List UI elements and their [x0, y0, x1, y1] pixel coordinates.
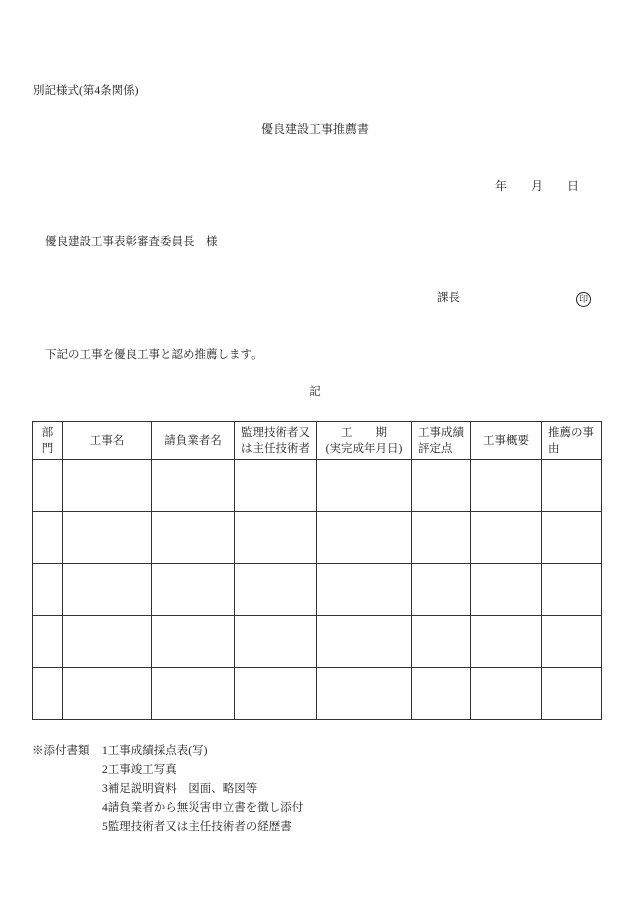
summary-cell	[471, 512, 542, 564]
department-cell	[33, 668, 63, 720]
contractor-cell	[152, 668, 235, 720]
engineer-cell	[235, 564, 317, 616]
score-cell	[412, 564, 471, 616]
document-title: 優良建設工事推薦書	[260, 122, 369, 136]
summary-cell	[471, 564, 542, 616]
sender-title: 課長	[437, 292, 460, 304]
date-year-label: 年	[495, 179, 508, 193]
table-row	[33, 668, 602, 720]
attachment-item: 3補足説明資料 図面、略図等	[102, 783, 258, 795]
attachment-item: 4請負業者から無災害申立書を徴し添付	[102, 802, 304, 814]
period-cell	[317, 512, 412, 564]
period-cell	[317, 460, 412, 512]
attachment-item: 2工事竣工写真	[102, 764, 177, 776]
reason-cell	[542, 512, 602, 564]
project-name-cell	[63, 616, 152, 668]
reason-cell	[542, 616, 602, 668]
header-engineer: 監理技術者又 は主任技術者	[235, 422, 317, 460]
score-cell	[412, 668, 471, 720]
project-name-cell	[63, 564, 152, 616]
date-day-label: 日	[567, 179, 580, 193]
contractor-cell	[152, 512, 235, 564]
addressee: 優良建設工事表彰審査委員長 様	[45, 236, 218, 248]
department-cell	[33, 512, 63, 564]
department-cell	[33, 460, 63, 512]
reason-cell	[542, 460, 602, 512]
project-name-cell	[63, 512, 152, 564]
reason-cell	[542, 564, 602, 616]
header-period: 工 期 (実完成年月日)	[317, 422, 412, 460]
engineer-cell	[235, 616, 317, 668]
attachment-item: 5監理技術者又は主任技術者の経歴書	[102, 821, 292, 833]
header-contractor: 請負業者名	[152, 422, 235, 460]
department-cell	[33, 564, 63, 616]
recommendation-table	[32, 421, 602, 720]
period-cell	[317, 668, 412, 720]
attachment-item: 1工事成績採点表(写)	[102, 745, 208, 757]
header-project-name: 工事名	[63, 422, 152, 460]
recommendation-statement: 下記の工事を優良工事と認め推薦します。	[45, 349, 263, 361]
header-score: 工事成績 評定点	[412, 422, 471, 460]
summary-cell	[471, 460, 542, 512]
table-row	[33, 512, 602, 564]
engineer-cell	[235, 460, 317, 512]
table-header-row	[33, 422, 602, 460]
period-cell	[317, 564, 412, 616]
department-cell	[33, 616, 63, 668]
seal-mark: 印	[576, 292, 591, 307]
contractor-cell	[152, 564, 235, 616]
header-department: 部 門	[33, 422, 63, 460]
form-reference-note: 別記様式(第4条関係)	[33, 85, 139, 97]
engineer-cell	[235, 668, 317, 720]
score-cell	[412, 460, 471, 512]
score-cell	[412, 616, 471, 668]
table-row	[33, 564, 602, 616]
contractor-cell	[152, 616, 235, 668]
reason-cell	[542, 668, 602, 720]
table-row	[33, 616, 602, 668]
summary-cell	[471, 668, 542, 720]
table-row	[33, 460, 602, 512]
attachments-label: ※添付書類	[32, 745, 90, 757]
date-month-label: 月	[531, 179, 544, 193]
contractor-cell	[152, 460, 235, 512]
summary-cell	[471, 616, 542, 668]
header-summary: 工事概要	[471, 422, 542, 460]
period-cell	[317, 616, 412, 668]
engineer-cell	[235, 512, 317, 564]
score-cell	[412, 512, 471, 564]
header-reason: 推薦の事 由	[542, 422, 602, 460]
ki-heading: 記	[309, 386, 321, 398]
project-name-cell	[63, 460, 152, 512]
project-name-cell	[63, 668, 152, 720]
